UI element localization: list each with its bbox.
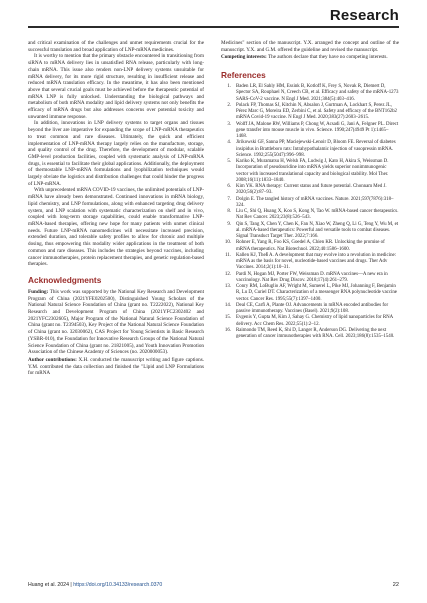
reference-item xyxy=(221,328,399,341)
reference-number: 6. xyxy=(227,184,231,190)
reference-item xyxy=(221,197,399,210)
reference-text: Wolff JA, Malone RW, Williams P, Chong W, Acsadi G, Jani A, Felgner PL. Direct gene transfer into mouse muscle in vivo. Science. 1990;247(4949 Pt 1):1465–1468. xyxy=(236,121,399,140)
footer-citation xyxy=(28,582,162,588)
reference-number: 2. xyxy=(227,102,231,108)
reference-item xyxy=(221,284,399,303)
reference-text: Baden LR, El Sahly HM, Essink B, Kotloff K, Frey S, Novak R, Diemert D, Spector SA, Rouphael N, Creech CB, et al. Efficacy and safety of the mRNA-1273 SARS-CoV-2 vaccine. N Engl J Med. 2021;384(5):403–416. xyxy=(236,84,399,102)
reference-number: 10. xyxy=(224,240,231,246)
reference-number: 13. xyxy=(224,284,231,290)
reference-item xyxy=(221,184,399,197)
header-rule xyxy=(28,26,399,28)
body-paragraph: With unprecedented mRNA COVID-19 vaccines, the unlimited potentials of LNP-mRNA have already been demonstrated. Continued innovations in mRNA biology, lipid chemistry, and LNP formulations, along with enhanced targeting drug delivery system, and LNP scalation with systematic characterization on shelf and in vivo, coupled with long-term storage capabilities, could enable transformative LNP-mRNA-based therapies, offering new hope for many patients with unmet clinical needs. Future LNP-mRNA nanomedicines will necessitate increased precision, extended duration, and tolerable safety profiles to allow for chronic and multiple dosing, thus empowering this modality wider applications in the treatment of both common and rare diseases. This includes the strategies beyond vaccines, including cancer immunotherapies, protein replacement therapies, and genetic regulation-based therapies. xyxy=(28,187,204,268)
contributions-label: Author contributions: xyxy=(28,356,77,363)
page-number: 22 xyxy=(392,582,399,588)
reference-number: 16. xyxy=(224,327,231,333)
body-paragraph: and critical examination of the challenges and unmet requirements crucial for the successful translation and broad application of LNP-mRNA medicines. xyxy=(28,40,204,53)
reference-number: 1. xyxy=(227,84,231,90)
reference-text: Liu C, Shi Q, Huang X, Koo S, Kong N, Tao W. mRNA-based cancer therapeutics. Nat Rev Cancer. 2023;23(8):526–543. xyxy=(236,209,399,221)
reference-item xyxy=(221,303,399,316)
reference-item xyxy=(221,240,399,253)
reference-text: Evgenis Y, Gupta M, Kim J, Sahay G. Chemistry of lipid nanoparticles for RNA delivery. Acc Chem Res. 2022;55(1):2–12. xyxy=(236,315,393,327)
reference-number: 15. xyxy=(224,315,231,321)
reference-item xyxy=(221,315,399,328)
reference-text: Rohner E, Yang R, Foo KS, Goedel A, Chien KR. Unlocking the promise of mRNA therapeutics. Nat Biotechnol. 2022;40:1586–1600. xyxy=(236,240,385,252)
competing-interests xyxy=(221,54,399,61)
reference-item xyxy=(221,84,399,103)
reference-list xyxy=(221,84,399,340)
reference-item xyxy=(221,140,399,159)
reference-number: 14. xyxy=(224,302,231,308)
reference-number: 5. xyxy=(227,159,231,165)
body-paragraph: It is worthy to mention that the primary obstacle encountered in transitioning from siRNA to mRNA delivery lies in unsatisfied RNA release, particularly with long-chain mRNA. This issue also renders non-LNP delivery systems unsuitable for mRNA delivery, for its more rigid structure, resulting in insufficient release and reduced mRNA translation efficacy. In the meantime, it has also been mentioned above that several crucial goals must be achieved before the therapeutic potential of mRNA LNP is fully unlocked. Understanding the biological pathways and metabolism of both mRNA modality and lipid delivery systems not only benefits the efficacy of mRNA drugs but also addresses concerns over potential toxicity and unwanted immune response. xyxy=(28,53,204,120)
references-heading: References xyxy=(221,70,266,81)
citation-prefix: Huang et al. 2024 | xyxy=(28,582,74,588)
reference-number: 9. xyxy=(227,221,231,227)
reference-text: Jirikowski GF, Sanna PP, Maciejewski-Lenoir D, Bloom FE. Reversal of diabetes insipidus in Brattleboro rats: Intrahypothalamic injection of vasopressin mRNA. Science. 1992;255(5047):996–998. xyxy=(236,140,396,158)
reference-number: 4. xyxy=(227,140,231,146)
reference-text: Conry RM, LoBuglio AF, Wright M, Sumerel L, Pike MJ, Johanning F, Benjamin R, Lu D, Curiel DT. Characterization of a messenger RNA polynucleotide vaccine vector. Cancer Res. 1995;55(7):1397–1400. xyxy=(236,284,397,302)
competing-label: Competing interests: xyxy=(221,54,267,61)
page-footer xyxy=(28,582,399,592)
reference-text: Deal CE, Carfi A, Plante OJ. Advancements in mRNA encoded antibodies for passive immunotherapy. Vaccines (Basel). 2021;9(2):108. xyxy=(236,302,389,315)
body-paragraph: In addition, innovations in LNP delivery systems to target organs and tissues beyond the liver are imperative for expanding the scope of LNP-mRNA therapeutics to treat common and rare diseases. Ultimately, the quick and efficient implementation of LNP-mRNA therapy largely relies on the manufacture, storage, and quality control of the drug. Therefore, the development of modular, scalable GMP-level production facilities, coupled with systematic analysis of LNP-mRNA drugs, is essential to facilitate their global applications. Additionally, the deployment of thermostable LNP-mRNA formulations and lyophilization techniques would largely obviate the logistics and distribution challenges that could hinder the progress of LNP-mRNA. xyxy=(28,120,204,187)
reference-text: Polack FP, Thomas SJ, Kitchin N, Absalon J, Gurtman A, Lockhart S, Perez JL, Pérez Marc G, Moreira ED, Zerbini C, et al. Safety and efficacy of the BNT162b2 mRNA Covid-19 vaccine. N Engl J Med. 2020;383(27):2603–2615. xyxy=(236,102,397,121)
reference-item xyxy=(221,272,399,285)
reference-text: Dolgin E. The tangled history of mRNA vaccines. Nature. 2021;597(7876):318–324. xyxy=(236,196,394,208)
reference-number: 11. xyxy=(225,252,231,258)
page-header xyxy=(330,7,399,24)
reference-number: 3. xyxy=(227,121,231,127)
reference-item xyxy=(221,122,399,141)
reference-number: 8. xyxy=(227,209,231,215)
right-column xyxy=(221,40,399,340)
reference-text: Kariko K, Muramatsu H, Welsh FA, Ludwig J, Kato H, Akira S, Weissman D. Incorporation of pseudouridine into mRNA yields superior nonimmunogenic vector with increased translational capacity and biological stability. Mol Ther. 2008;16(11):1833–1840. xyxy=(236,159,389,183)
doi-link[interactable]: https://doi.org/10.34133/research.0370 xyxy=(73,582,163,588)
reference-text: Pardi N, Hogan MJ, Porter FW, Weissman D. mRNA vaccines—A new era in vaccinology. Nat Rev Drug Discov. 2018;17(4):261–279. xyxy=(236,271,388,283)
reference-item xyxy=(221,222,399,241)
journal-name: Research xyxy=(329,7,399,24)
reference-text: Qin S, Tang X, Chen Y, Chen K, Fan N, Xiao W, Zheng Q, Li G, Teng Y, Wu M, et al. mRNA-based therapeutics: Powerful and versatile tools to combat diseases. Signal Transduct Target Ther. 2022;7:166. xyxy=(236,221,399,240)
reference-number: 12. xyxy=(224,271,231,277)
reference-text: Kim YK. RNA therapy: Current status and future potential. Chonnam Med J. 2020;56(2):87–93. xyxy=(236,184,387,196)
contributions-text: X.H. conducted the manuscript writing and figure captions. Y.M. contributed the data collection and finished the "Lipid and LNP Formulations for mRNA xyxy=(28,356,204,377)
reference-item xyxy=(221,253,399,272)
reference-text: Raimondo TM, Reed K, Shi D, Langer R, Anderson DG. Delivering the next generation of cancer immunotherapies with RNA. Cell. 2023;186(8):1535–1540. xyxy=(236,327,395,340)
reference-text: Kallen KJ, Theß A. A development that may evolve into a revolution in medicine: mRNA as the basis for novel, nucleotide-based vaccines and drugs. Ther Adv Vaccines. 2014;2(1):10–31. xyxy=(236,252,397,271)
contributions-continued: Medicines" section of the manuscript. Y.X. arranged the concept and outline of the manuscript. Y.X. and G.M. offered the guideline and revised the manuscript. xyxy=(221,40,399,53)
reference-number: 7. xyxy=(227,196,231,202)
reference-item xyxy=(221,103,399,122)
reference-item xyxy=(221,159,399,184)
funding-statement xyxy=(28,289,204,356)
acknowledgments-heading: Acknowledgments xyxy=(28,274,102,285)
competing-text: The authors declare that they have no competing interests. xyxy=(267,54,388,61)
funding-label: Funding: xyxy=(28,288,49,295)
reference-item xyxy=(221,209,399,222)
left-column xyxy=(28,40,204,378)
author-contributions xyxy=(28,357,204,377)
funding-text: This work was supported by the National Key Research and Development Program of China (2021YFE0202500), Distinguished Young Scholars of the National Natural Science Foundation of China (grant no. T2222022), National Key Research and Development Program of China (2021YFC2302402 and 2021YFC2302605), Major Program of the National Natural Science Foundation of China (grant no. T2394503), Key Project of the National Natural Science Foundation of China (grant no. 32030062), CAS Project for Young Scientists in Basic Research (YSBR-010), the Foundation for Innovative Research Groups of the National Natural Science Foundation of China (grant no. 21821005), and Youth Innovation Promotion Association of the Chinese Academy of Sciences (no. 2020000053). xyxy=(28,288,204,356)
